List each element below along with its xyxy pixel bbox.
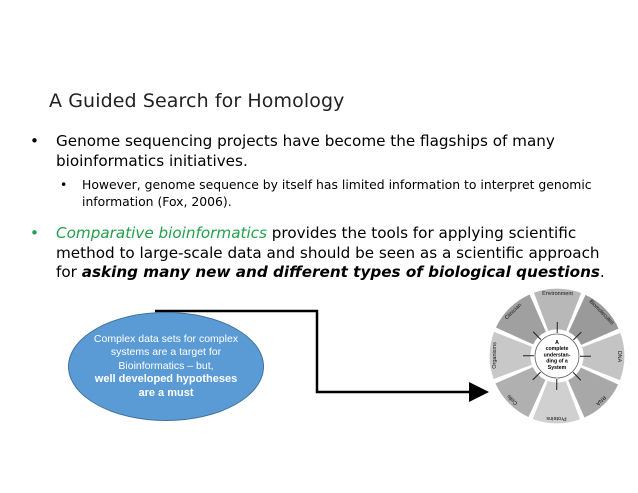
systems-biology-wheel [487, 286, 627, 426]
wheel-segment-label: Organisms [491, 342, 499, 369]
wheel-segment-label: Environment [542, 290, 574, 298]
sub-bullet-text: However, genome sequence by itself has limited information to interpret genomic information (Fox, 2006). [82, 177, 592, 209]
callout-text: Complex data sets for complex systems are a target for Bioinformatics – but, [93, 332, 239, 372]
emphasis-text: asking many new and different types of biological questions [81, 263, 600, 281]
wheel-center-text: complete [545, 346, 569, 353]
highlight-term: Comparative bioinformatics [56, 224, 267, 242]
bullet-marker: • [30, 224, 39, 242]
wheel-center-text: A [555, 340, 559, 346]
wheel-segment-label: DNA [615, 350, 623, 363]
wheel-segment-label: Clinician [504, 302, 524, 322]
wheel-segment-label: Proteins [546, 414, 567, 422]
bullet-end: . [599, 263, 605, 281]
wheel-segment-label: Biomolecules [587, 298, 615, 327]
bullet-text: Genome sequencing projects have become the flagships of many bioinformatics initiatives. [56, 132, 555, 170]
callout-bold-text: well developed hypotheses are a must [94, 373, 238, 399]
bullet-marker: • [60, 177, 68, 192]
wheel-center-text: ding of a [546, 358, 568, 365]
callout-oval [68, 312, 264, 421]
bullet-text: provides the tools for applying scientific method to large-scale data and should be seen as a scientific approach for [56, 224, 600, 281]
wheel-segment-label: RNA [594, 394, 607, 407]
wheel-center-text: System [547, 364, 567, 371]
wheel-center-text: understan- [543, 352, 571, 359]
bullet-marker: • [30, 132, 39, 150]
wheel-segment-label: Cells [506, 392, 520, 406]
slide-title: A Guided Search for Homology [49, 90, 345, 112]
